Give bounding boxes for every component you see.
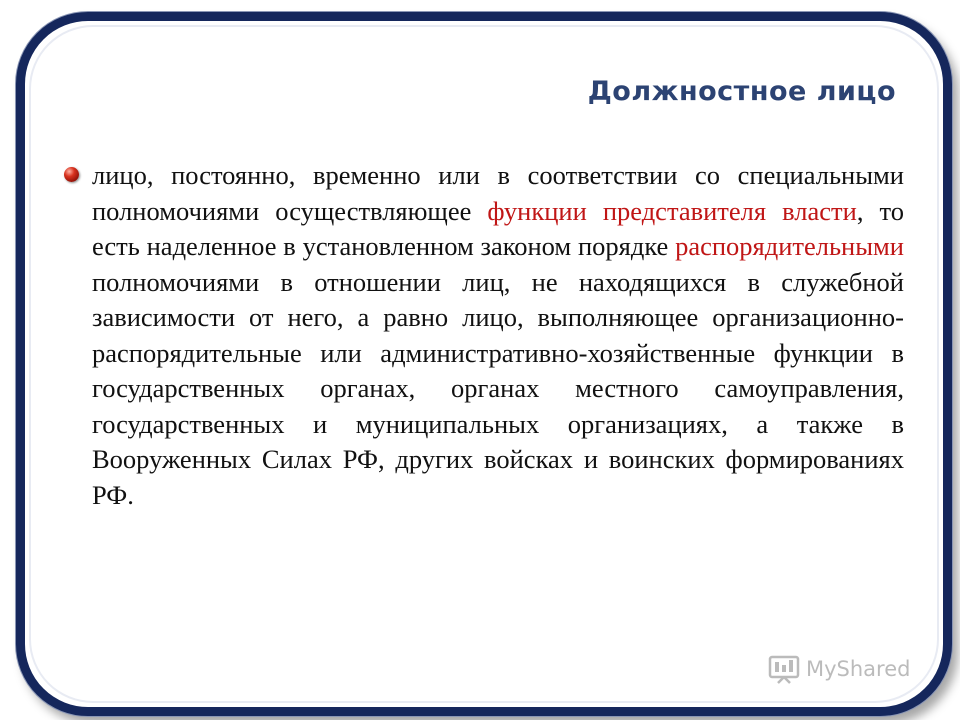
highlight-functions: функции представителя власти xyxy=(487,195,857,226)
highlight-administrative: распорядительными xyxy=(675,231,904,261)
text-segment: лицо, постоянно, временно или в соответствии со специальными полномочиями осуществляющее xyxy=(92,160,904,226)
watermark xyxy=(768,654,910,684)
text-segment: , то есть наделенное в установленном законом порядке xyxy=(92,195,905,261)
myshared-logo-icon xyxy=(768,654,800,684)
text-segment: полномочиями в отношении лиц, не находящихся в служебной зависимости от него, а равно лицо, выполняющее организационно-распорядительные или административно-хозяйственные функции в государственных органах, органах местного самоуправления, государственных и муниципальных организациях, а также в Вооруженных Силах РФ, других войсках и воинских формированиях РФ. xyxy=(92,266,904,510)
bullet-icon xyxy=(64,167,79,182)
definition-paragraph xyxy=(92,158,904,513)
watermark-text: MyShared xyxy=(806,657,911,681)
slide-title: Должностное лицо xyxy=(587,76,896,107)
